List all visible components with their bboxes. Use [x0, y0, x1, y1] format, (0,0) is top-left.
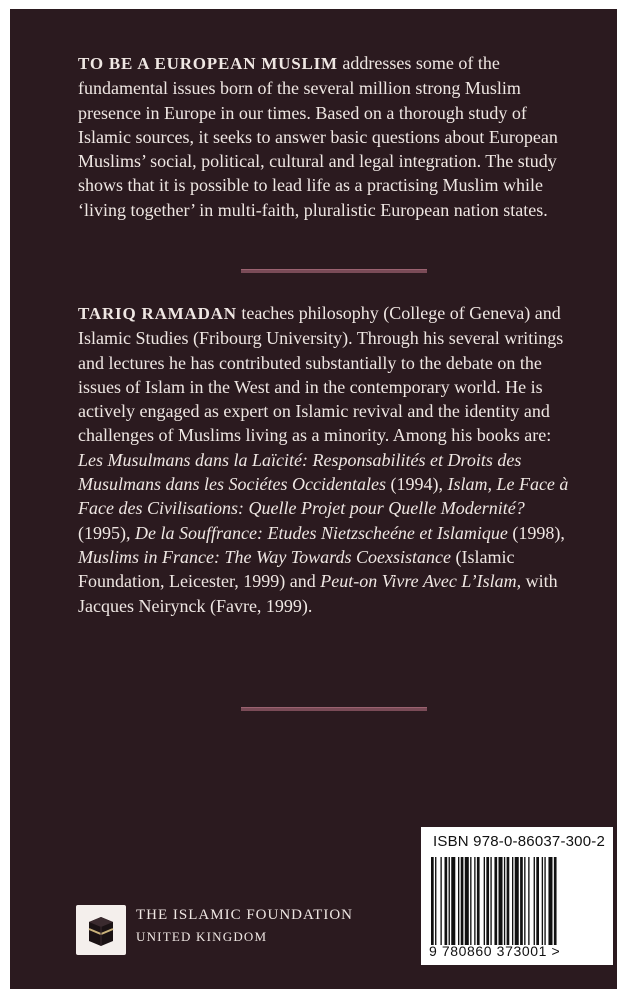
book-title-1: Les Musulmans dans la Laïcité: Responsabilités et Droits des Musulmans dans les Sociétes Occidentales	[78, 449, 522, 495]
blurb-title: TO BE A EUROPEAN MUSLIM	[78, 54, 338, 73]
book-title-4: Muslims in France: The Way Towards Coexsistance	[78, 546, 451, 567]
publisher-name: THE ISLAMIC FOUNDATION	[136, 907, 353, 923]
kaaba-icon	[76, 905, 126, 955]
book-title-3: De la Souffrance: Etudes Nietzscheéne et Islamique	[135, 522, 508, 543]
barcode-panel	[421, 827, 613, 965]
author-name: TARIQ RAMADAN	[78, 304, 237, 323]
blurb-text: addresses some of the fundamental issues born of the several million strong Muslim presence in Europe in our times. Based on a thorough study of Islamic sources, it seeks to answer basic questions about European Muslims’ social, political, cultural and legal integration. The study shows that it is possible to lead life as a practising Muslim while ‘living together’ in multi-faith, pluralistic European nation states.	[78, 53, 558, 220]
isbn-label: ISBN 978-0-86037-300-2	[433, 833, 606, 850]
bio-text-6: with Jacques Neirynck (Favre, 1999).	[78, 571, 558, 616]
author-bio-paragraph	[78, 301, 578, 618]
bio-text-2: (1994),	[385, 474, 448, 495]
bio-text-3: (1995),	[78, 522, 135, 543]
barcode-digits: 9 780860 373001 >	[429, 943, 561, 959]
divider-rule	[241, 707, 427, 711]
bio-text-1: teaches philosophy (College of Geneva) and Islamic Studies (Fribourg University). Through his several writings and lectures he has contributed substantially to the debate on the issues of Islam in the West and in the contemporary world. He is actively engaged as expert on Islamic revival and the identity and challenges of Muslims living as a minority. Among his books are:	[78, 303, 564, 446]
publisher-country: UNITED KINGDOM	[136, 929, 268, 944]
bio-text-5: (Islamic Foundation, Leicester, 1999) and	[78, 546, 515, 592]
blurb-paragraph	[78, 51, 578, 222]
back-cover	[10, 9, 617, 989]
bio-text-4: (1998),	[507, 522, 565, 543]
divider-rule	[241, 269, 427, 273]
book-title-5: Peut-on Vivre Avec L’Islam,	[320, 571, 522, 592]
book-title-2: Islam, Le Face à Face des Civilisations: Quelle Projet pour Quelle Modernité?	[78, 474, 569, 519]
barcode-icon	[431, 857, 607, 945]
